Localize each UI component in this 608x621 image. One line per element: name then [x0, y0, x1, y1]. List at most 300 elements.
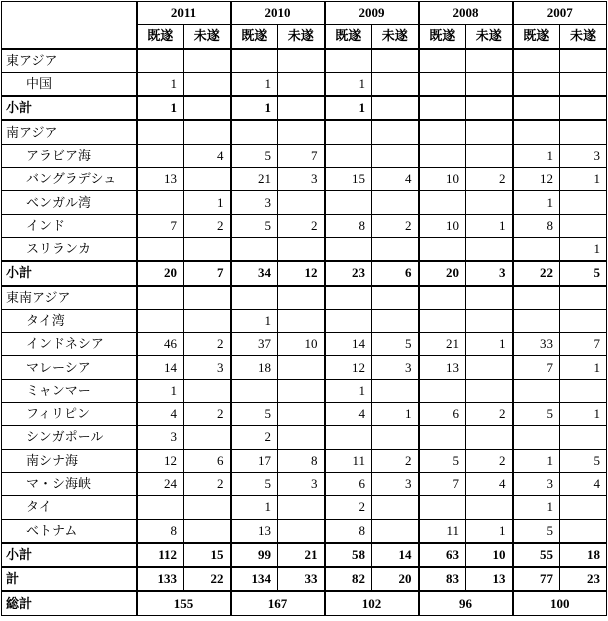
value-cell [419, 379, 466, 402]
empty-cell [137, 286, 184, 310]
value-cell: 18 [560, 543, 607, 567]
value-cell: 1 [137, 72, 184, 96]
value-cell: 1 [560, 403, 607, 426]
value-cell [184, 96, 231, 120]
row-label: 小計 [2, 96, 137, 120]
value-cell [137, 496, 184, 519]
value-cell [278, 191, 325, 214]
value-cell: 12 [513, 168, 560, 191]
value-cell: 1 [137, 96, 184, 120]
row-label: バングラデシュ [2, 168, 137, 191]
value-cell: 1 [231, 72, 278, 96]
table-body [2, 2, 607, 616]
value-cell [513, 72, 560, 96]
table-row [2, 426, 607, 449]
value-cell: 1 [466, 333, 513, 356]
value-cell [419, 191, 466, 214]
value-cell: 1 [513, 144, 560, 167]
value-cell: 5 [231, 472, 278, 495]
table-row [2, 309, 607, 332]
table-row [2, 191, 607, 214]
row-label: ベンガル湾 [2, 191, 137, 214]
grand-total-value: 155 [137, 591, 231, 615]
year-header: 2011 [137, 2, 231, 25]
value-cell: 21 [231, 168, 278, 191]
year-header-row [2, 2, 607, 25]
empty-cell [278, 120, 325, 144]
value-cell [372, 496, 419, 519]
value-cell [137, 191, 184, 214]
value-cell: 33 [513, 333, 560, 356]
value-cell [372, 519, 419, 543]
value-cell: 3 [184, 356, 231, 379]
value-cell [278, 379, 325, 402]
total-row [2, 567, 607, 591]
done-header: 既遂 [513, 25, 560, 49]
value-cell: 8 [137, 519, 184, 543]
value-cell [466, 496, 513, 519]
value-cell: 2 [184, 403, 231, 426]
value-cell: 1 [231, 309, 278, 332]
corner-cell [2, 2, 137, 49]
value-cell: 1 [513, 496, 560, 519]
grand-total-value: 167 [231, 591, 325, 615]
empty-cell [466, 286, 513, 310]
attempt-header: 未遂 [466, 25, 513, 49]
value-cell [184, 309, 231, 332]
table-row [2, 237, 607, 261]
value-cell [278, 426, 325, 449]
value-cell: 1 [513, 191, 560, 214]
value-cell: 3 [372, 472, 419, 495]
value-cell: 1 [466, 519, 513, 543]
value-cell: 1 [231, 96, 278, 120]
value-cell: 2 [466, 168, 513, 191]
done-header: 既遂 [231, 25, 278, 49]
value-cell [466, 426, 513, 449]
value-cell: 7 [278, 144, 325, 167]
value-cell: 4 [184, 144, 231, 167]
empty-cell [372, 120, 419, 144]
table-row [2, 72, 607, 96]
table-row [2, 472, 607, 495]
empty-cell [466, 49, 513, 73]
value-cell [278, 496, 325, 519]
value-cell: 13 [231, 519, 278, 543]
value-cell [372, 237, 419, 261]
value-cell [560, 96, 607, 120]
value-cell: 34 [231, 261, 278, 285]
value-cell [419, 72, 466, 96]
value-cell: 5 [560, 449, 607, 472]
value-cell: 1 [466, 214, 513, 237]
value-cell: 21 [419, 333, 466, 356]
value-cell: 7 [560, 333, 607, 356]
subtotal-row [2, 261, 607, 285]
value-cell [419, 96, 466, 120]
value-cell [466, 144, 513, 167]
value-cell: 12 [325, 356, 372, 379]
value-cell [372, 379, 419, 402]
attempt-header: 未遂 [278, 25, 325, 49]
value-cell [278, 72, 325, 96]
value-cell: 15 [325, 168, 372, 191]
row-label: ミャンマー [2, 379, 137, 402]
row-label: フィリピン [2, 403, 137, 426]
value-cell: 8 [325, 214, 372, 237]
row-label: インド [2, 214, 137, 237]
value-cell: 4 [466, 472, 513, 495]
value-cell: 4 [560, 472, 607, 495]
value-cell: 2 [184, 472, 231, 495]
value-cell: 3 [278, 472, 325, 495]
value-cell [419, 496, 466, 519]
row-label: 計 [2, 567, 137, 591]
value-cell: 12 [278, 261, 325, 285]
value-cell: 1 [184, 191, 231, 214]
value-cell [466, 379, 513, 402]
value-cell: 5 [372, 333, 419, 356]
value-cell [466, 356, 513, 379]
empty-cell [137, 120, 184, 144]
value-cell: 99 [231, 543, 278, 567]
value-cell [278, 356, 325, 379]
value-cell [372, 426, 419, 449]
region-name: 東アジア [2, 49, 137, 73]
value-cell [137, 237, 184, 261]
value-cell [560, 191, 607, 214]
year-header: 2007 [513, 2, 607, 25]
value-cell [372, 144, 419, 167]
value-cell: 133 [137, 567, 184, 591]
table-row [2, 214, 607, 237]
value-cell: 3 [231, 191, 278, 214]
done-header: 既遂 [137, 25, 184, 49]
table-row [2, 449, 607, 472]
row-label: スリランカ [2, 237, 137, 261]
value-cell: 15 [184, 543, 231, 567]
value-cell: 5 [513, 403, 560, 426]
value-cell: 5 [513, 519, 560, 543]
grand-total-value: 96 [419, 591, 513, 615]
value-cell: 1 [560, 168, 607, 191]
value-cell [184, 519, 231, 543]
value-cell [184, 379, 231, 402]
value-cell: 7 [184, 261, 231, 285]
value-cell: 1 [513, 449, 560, 472]
grand-total-label: 総計 [2, 591, 137, 615]
empty-cell [184, 286, 231, 310]
empty-cell [278, 49, 325, 73]
value-cell: 2 [184, 333, 231, 356]
grand-total-row [2, 591, 607, 615]
row-label: マレーシア [2, 356, 137, 379]
table-row [2, 333, 607, 356]
value-cell [231, 379, 278, 402]
value-cell [513, 237, 560, 261]
value-cell [466, 72, 513, 96]
value-cell [372, 72, 419, 96]
value-cell [184, 496, 231, 519]
done-header: 既遂 [419, 25, 466, 49]
value-cell: 10 [278, 333, 325, 356]
value-cell [325, 309, 372, 332]
value-cell [419, 237, 466, 261]
value-cell: 1 [325, 72, 372, 96]
value-cell: 33 [278, 567, 325, 591]
value-cell: 83 [419, 567, 466, 591]
value-cell [278, 237, 325, 261]
value-cell: 23 [325, 261, 372, 285]
empty-cell [419, 120, 466, 144]
row-label: アラビア海 [2, 144, 137, 167]
empty-cell [325, 120, 372, 144]
row-label: 小計 [2, 543, 137, 567]
value-cell [513, 379, 560, 402]
value-cell: 17 [231, 449, 278, 472]
region-name: 東南アジア [2, 286, 137, 310]
empty-cell [231, 120, 278, 144]
value-cell [325, 237, 372, 261]
table-row [2, 519, 607, 543]
value-cell: 2 [184, 214, 231, 237]
value-cell [513, 426, 560, 449]
value-cell: 5 [419, 449, 466, 472]
value-cell: 10 [419, 214, 466, 237]
value-cell [560, 309, 607, 332]
value-cell [372, 96, 419, 120]
row-label: 南シナ海 [2, 449, 137, 472]
table-row [2, 356, 607, 379]
value-cell: 14 [137, 356, 184, 379]
value-cell: 7 [137, 214, 184, 237]
value-cell [372, 309, 419, 332]
value-cell: 13 [466, 567, 513, 591]
value-cell: 8 [278, 449, 325, 472]
value-cell: 7 [513, 356, 560, 379]
value-cell: 11 [419, 519, 466, 543]
empty-cell [184, 120, 231, 144]
empty-cell [513, 120, 560, 144]
attempt-header: 未遂 [372, 25, 419, 49]
value-cell: 22 [184, 567, 231, 591]
empty-cell [419, 286, 466, 310]
row-label: シンガポール [2, 426, 137, 449]
piracy-statistics-table [1, 1, 607, 616]
value-cell [419, 426, 466, 449]
empty-cell [560, 120, 607, 144]
value-cell: 1 [231, 496, 278, 519]
value-cell: 21 [278, 543, 325, 567]
value-cell [278, 519, 325, 543]
value-cell: 2 [372, 214, 419, 237]
value-cell: 8 [325, 519, 372, 543]
value-cell: 1 [325, 379, 372, 402]
value-cell: 3 [466, 261, 513, 285]
value-cell [184, 426, 231, 449]
value-cell [560, 519, 607, 543]
empty-cell [231, 49, 278, 73]
empty-cell [513, 49, 560, 73]
value-cell [560, 496, 607, 519]
value-cell: 2 [278, 214, 325, 237]
value-cell: 18 [231, 356, 278, 379]
value-cell: 1 [560, 356, 607, 379]
value-cell: 134 [231, 567, 278, 591]
empty-cell [325, 49, 372, 73]
value-cell: 46 [137, 333, 184, 356]
value-cell: 112 [137, 543, 184, 567]
empty-cell [137, 49, 184, 73]
value-cell: 55 [513, 543, 560, 567]
value-cell: 6 [419, 403, 466, 426]
value-cell: 2 [231, 426, 278, 449]
empty-cell [419, 49, 466, 73]
value-cell [278, 309, 325, 332]
empty-cell [231, 286, 278, 310]
empty-cell [513, 286, 560, 310]
value-cell [560, 379, 607, 402]
grand-total-value: 102 [325, 591, 419, 615]
value-cell [513, 96, 560, 120]
region-name: 南アジア [2, 120, 137, 144]
value-cell [372, 191, 419, 214]
attempt-header: 未遂 [184, 25, 231, 49]
value-cell [325, 191, 372, 214]
value-cell: 7 [419, 472, 466, 495]
attempt-header: 未遂 [560, 25, 607, 49]
value-cell [419, 309, 466, 332]
value-cell: 77 [513, 567, 560, 591]
value-cell: 1 [372, 403, 419, 426]
table-row [2, 168, 607, 191]
value-cell: 2 [325, 496, 372, 519]
value-cell: 3 [513, 472, 560, 495]
value-cell [278, 96, 325, 120]
value-cell [466, 237, 513, 261]
table-row [2, 144, 607, 167]
value-cell: 6 [325, 472, 372, 495]
empty-cell [372, 49, 419, 73]
value-cell: 5 [560, 261, 607, 285]
value-cell [560, 214, 607, 237]
value-cell [184, 168, 231, 191]
subtotal-row [2, 543, 607, 567]
row-label: タイ湾 [2, 309, 137, 332]
value-cell: 24 [137, 472, 184, 495]
value-cell: 2 [466, 449, 513, 472]
value-cell: 13 [137, 168, 184, 191]
value-cell: 10 [419, 168, 466, 191]
value-cell [466, 309, 513, 332]
value-cell: 1 [137, 379, 184, 402]
row-label: 中国 [2, 72, 137, 96]
value-cell [184, 72, 231, 96]
value-cell: 37 [231, 333, 278, 356]
value-cell: 58 [325, 543, 372, 567]
value-cell [325, 426, 372, 449]
value-cell: 20 [137, 261, 184, 285]
value-cell: 2 [466, 403, 513, 426]
value-cell: 22 [513, 261, 560, 285]
value-cell: 1 [325, 96, 372, 120]
value-cell: 23 [560, 567, 607, 591]
value-cell: 4 [137, 403, 184, 426]
value-cell: 3 [560, 144, 607, 167]
table-row [2, 379, 607, 402]
value-cell [513, 309, 560, 332]
value-cell: 8 [513, 214, 560, 237]
value-cell: 12 [137, 449, 184, 472]
value-cell: 20 [372, 567, 419, 591]
empty-cell [466, 120, 513, 144]
region-row [2, 286, 607, 310]
value-cell [419, 144, 466, 167]
value-cell: 3 [137, 426, 184, 449]
empty-cell [278, 286, 325, 310]
value-cell [560, 72, 607, 96]
row-label: マ・シ海峡 [2, 472, 137, 495]
value-cell [325, 144, 372, 167]
empty-cell [325, 286, 372, 310]
value-cell [137, 309, 184, 332]
value-cell: 4 [372, 168, 419, 191]
value-cell: 1 [560, 237, 607, 261]
value-cell [466, 191, 513, 214]
value-cell: 6 [184, 449, 231, 472]
value-cell: 3 [372, 356, 419, 379]
value-cell: 11 [325, 449, 372, 472]
empty-cell [560, 49, 607, 73]
value-cell: 14 [325, 333, 372, 356]
value-cell: 5 [231, 214, 278, 237]
value-cell [466, 96, 513, 120]
value-cell: 2 [372, 449, 419, 472]
done-header: 既遂 [325, 25, 372, 49]
value-cell: 4 [325, 403, 372, 426]
value-cell: 3 [278, 168, 325, 191]
row-label: タイ [2, 496, 137, 519]
region-row [2, 49, 607, 73]
value-cell [184, 237, 231, 261]
value-cell: 20 [419, 261, 466, 285]
value-cell: 63 [419, 543, 466, 567]
value-cell: 5 [231, 144, 278, 167]
region-row [2, 120, 607, 144]
subtotal-row [2, 96, 607, 120]
value-cell: 14 [372, 543, 419, 567]
value-cell: 82 [325, 567, 372, 591]
value-cell [560, 426, 607, 449]
value-cell [231, 237, 278, 261]
grand-total-value: 100 [513, 591, 607, 615]
empty-cell [372, 286, 419, 310]
value-cell [137, 144, 184, 167]
year-header: 2008 [419, 2, 513, 25]
value-cell [278, 403, 325, 426]
value-cell: 6 [372, 261, 419, 285]
row-label: 小計 [2, 261, 137, 285]
empty-cell [560, 286, 607, 310]
year-header: 2010 [231, 2, 325, 25]
year-header: 2009 [325, 2, 419, 25]
value-cell: 10 [466, 543, 513, 567]
table-row [2, 496, 607, 519]
value-cell: 13 [419, 356, 466, 379]
value-cell: 5 [231, 403, 278, 426]
empty-cell [184, 49, 231, 73]
table-row [2, 403, 607, 426]
